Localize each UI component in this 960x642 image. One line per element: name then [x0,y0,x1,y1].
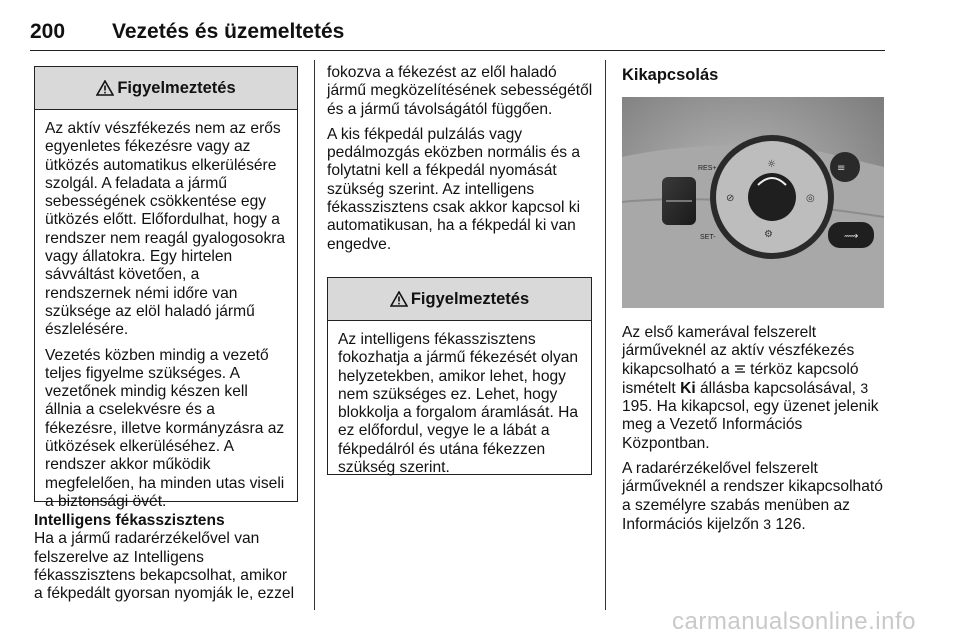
svg-text:☼: ☼ [767,159,776,170]
svg-text:≡: ≡ [837,163,846,174]
svg-text:⟿: ⟿ [844,231,859,242]
column-1-text [34,512,300,603]
column-3-paragraph-1-part-c: állásba kapcsolásával, [695,379,861,397]
svg-text:⊘: ⊘ [726,193,735,204]
ki-position-label: Ki [680,379,696,397]
watermark: carmanualsonline.info [672,608,916,635]
column-divider-1 [314,60,315,610]
column-divider-2 [605,60,606,610]
res-label: RES+ [698,165,717,172]
warning-box-1-body [35,110,297,519]
svg-text:◎: ◎ [806,193,815,204]
section-title: Vezetés és üzemeltetés [112,20,345,43]
warning-box-1-paragraph-1: Az aktív vészfékezés nem az erős egyenletes fékezésre vagy az ütközés automatikus elkerülésére szolgál. A feladata a jármű sebességének csökkentése egy ütközés előtt. Előfordulhat, hogy a rendszer nem reagál gyalogosokra vagy állatokra. Egy hirtelen sávváltást követően, a rendszernek némi időre van szüksége az elöl haladó jármű észlelésére. [45,120,286,339]
column-2-text [327,64,593,261]
warning-box-1 [34,66,298,510]
page-header [30,20,930,50]
page-reference-arrow-icon: 3 [763,515,772,532]
warning-box-1-paragraph-2: Vezetés közben mindig a vezető teljes figyelme szükséges. A vezetőnek mindig készen kell állnia a cselekvésre és a fékezésre, illetve kormányzásra az ütközések elkerüléséhez. A rendszer akkor működik megfelelően, ha minden utas viseli a biztonsági övét. [45,346,285,510]
set-label: SET- [700,234,716,241]
warning-box-2-body [328,321,591,485]
warning-box-2 [327,277,592,475]
column-3-paragraph-1 [622,324,884,453]
warning-box-1-title: Figyelmeztetés [117,78,236,97]
column-3-paragraph-1-part-b: térköz kapcsoló ismételt [622,360,859,397]
cruise-control-center-button [748,173,796,221]
column-3-paragraph-2-text: A radarérzékelővel felszerelt járműveknél a rendszer kikapcsolható a személyre szabás menüben az Információs kijelzőn [622,460,883,533]
column-3-text [622,324,884,541]
intelligent-brake-assist-text: Ha a jármű radarérzékelővel van felszerelve az Intelligens fékasszisztens bekapcsolhat, amikor a fékpedált gyorsan nyomják le, ezzel [34,530,295,603]
column-2-paragraph-1: fokozva a fékezést az elől haladó jármű megközelítésének sebességétől és a jármű távolságától függően. [327,64,593,118]
svg-text:⚙: ⚙ [764,229,773,240]
warning-box-2-title: Figyelmeztetés [410,289,530,308]
warning-triangle-icon [96,80,114,96]
warning-box-2-paragraph-1: Az intelligens fékasszisztens fokozhatja a jármű fékezését olyan helyzetekben, amikor lehet, hogy nem szükséges ez. Lehet, hogy blokkolja a forgalom áramlását. Ha ez előfordul, vegye le a lábát a fékpedálról és utána fékezzen szükség szerint. [338,331,579,477]
page-number: 200 [30,20,66,43]
page-reference-arrow-icon: 3 [860,379,869,396]
warning-box-1-header [35,67,297,110]
column-2-paragraph-2: A kis fékpedál pulzálás vagy pedálmozgás eközben normális és a folytatni kell a fékpedál nyomását szükség szerint. Az intelligens fékasszisztens csak akkor kapcsol ki automatikusan, ha a fékpedál ki van engedve. [327,125,581,253]
gap-switch-icon [734,363,746,375]
intelligent-brake-assist-heading: Intelligens fékasszisztens [34,512,225,529]
column-3-paragraph-2 [622,460,884,534]
header-rule [30,50,885,51]
column-3-paragraph-1-part-a: Az első kamerával felszerelt járműveknél az aktív vészfékezés kikapcsolható a [622,324,855,378]
steering-wheel-controls-figure [622,97,884,308]
steering-wheel-illustration [622,97,884,308]
column-3-paragraph-1-part-d: 195. Ha kikapcsol, egy üzenet jelenik meg a Vezető Információs Központban. [622,398,879,452]
column-3-paragraph-2-ref: 126. [771,515,806,533]
warning-triangle-icon [390,291,408,307]
deactivation-heading: Kikapcsolás [622,66,719,84]
warning-box-2-header [328,278,591,321]
